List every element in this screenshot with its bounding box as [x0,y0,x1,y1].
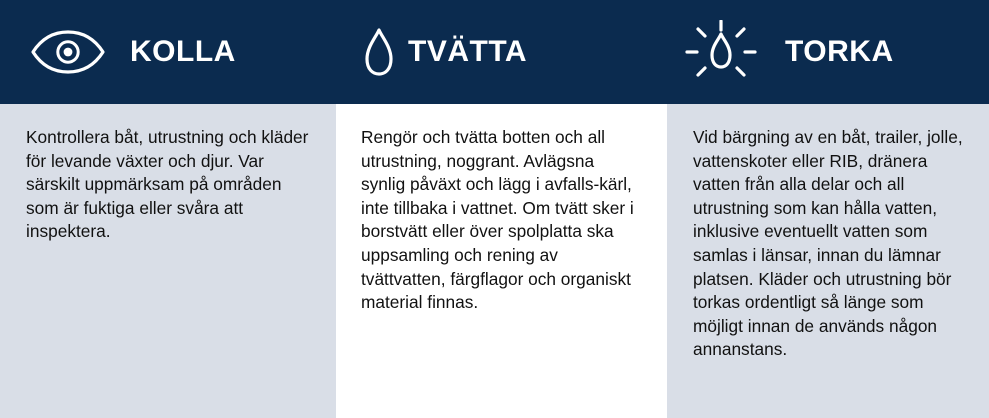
water-drop-icon [362,27,396,77]
sun-drop-icon [685,20,757,84]
eye-icon [30,30,106,74]
column-kolla [0,0,336,418]
column-kolla-text: Kontrollera båt, utrustning och kläder för levande växter och djur. Var särskilt uppmärksam på områden som är fuktiga eller svåra att inspektera. [26,127,309,242]
column-kolla-panel [0,104,336,418]
column-torka [667,0,989,418]
column-torka-panel [667,104,989,418]
column-torka-text: Vid bärgning av en båt, trailer, jolle, vattenskoter eller RIB, dränera vatten från alla delar och all utrustning som kan hålla vatten, inklusive eventuellt vatten som samlas i länsar, innan du lämnar platsen. Kläder och utrustning bör torkas ordentligt så länge som möjligt innan de används någon annanstans. [693,127,963,360]
column-tvatta-panel [336,104,667,418]
column-tvatta [336,0,667,418]
column-kolla-header [30,0,236,104]
column-tvatta-title: TVÄTTA [408,35,528,68]
column-torka-header [685,0,894,104]
column-tvatta-header [362,0,527,104]
column-tvatta-text: Rengör och tvätta botten och all utrustning, noggrant. Avlägsna synlig påväxt och lägg i avfalls-kärl, inte tillbaka i vattnet. Om tvätt sker i borstvätt eller över spolplatta ska uppsamling och rening av tvättvatten, färgflagor och organiskt material finnas. [361,127,634,313]
column-torka-title: TORKA [785,35,894,68]
column-kolla-title: KOLLA [130,35,236,68]
